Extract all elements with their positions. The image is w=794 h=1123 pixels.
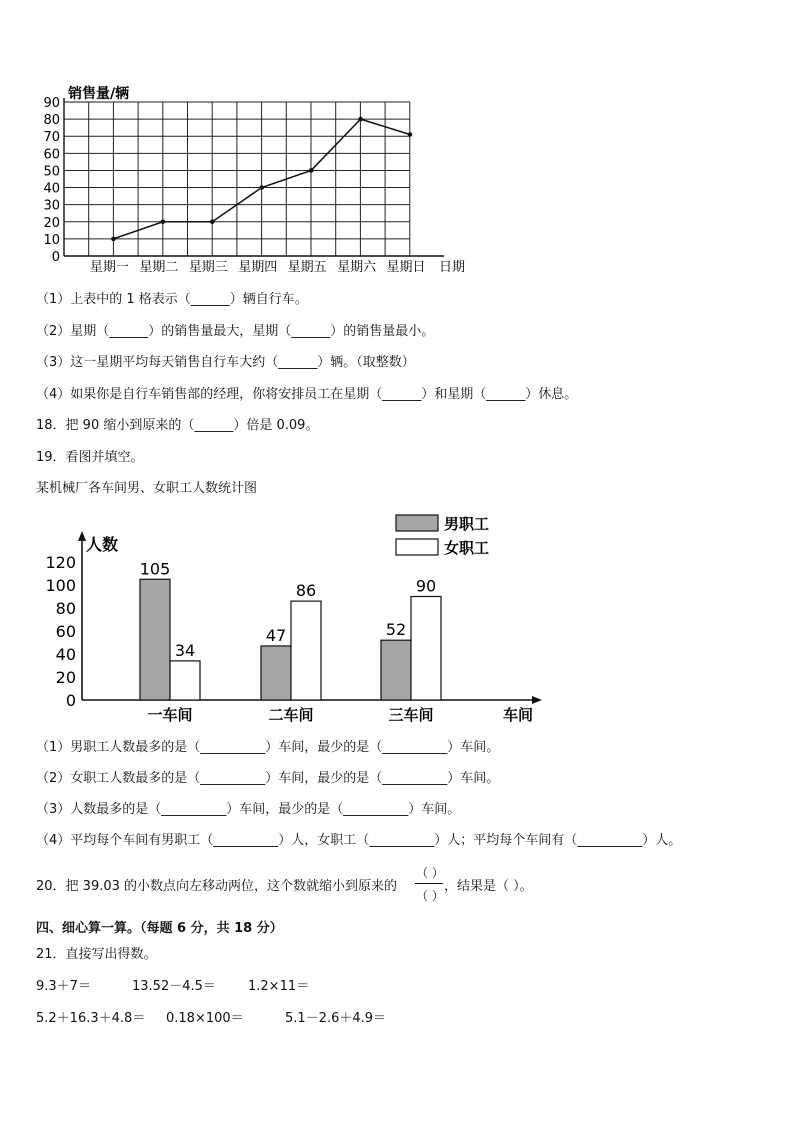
calc-2: 13.52－4.5＝ — [132, 979, 216, 994]
line-chart-x-tick-label: 星期日 — [386, 260, 426, 275]
bar-chart-y-tick-label: 0 — [65, 691, 76, 710]
line-chart-y-tick-label: 20 — [43, 215, 60, 231]
line-chart-y-ticks — [43, 96, 60, 265]
line-chart-y-tick-label: 80 — [43, 113, 60, 129]
bar-chart-y-ticks — [45, 553, 76, 710]
calc-6: 5.1－2.6＋4.9＝ — [285, 1011, 387, 1026]
q20-fraction-bar — [415, 883, 443, 884]
q20-fraction — [414, 862, 444, 906]
line-chart-y-tick-label: 60 — [43, 147, 60, 163]
line-chart-x-tick-label: 星期三 — [188, 260, 228, 275]
line-chart-point — [408, 132, 413, 137]
line-chart-point — [210, 219, 215, 224]
bar-chart-x-axis-arrow — [532, 696, 542, 704]
line-chart-y-tick-label: 50 — [43, 164, 60, 180]
q20-text-before: 20．把 39.03 的小数点向左移动两位，这个数就缩小到原来的 — [36, 879, 398, 894]
calc-3: 1.2×11＝ — [248, 979, 310, 994]
line-chart-x-tick-label: 星期五 — [287, 260, 327, 275]
bar-chart-y-label: 人数 — [86, 535, 119, 554]
line-chart-point — [161, 219, 166, 224]
bar-male-value-label: 47 — [265, 625, 287, 645]
bar-chart-x-tick-label: 二车间 — [268, 706, 314, 724]
calc-4: 5.2＋16.3＋4.8＝ — [36, 1011, 146, 1026]
line-chart-x-tick-label: 星期四 — [238, 260, 278, 275]
legend-swatch-male — [396, 515, 438, 531]
line-chart-y-tick-label: 10 — [43, 232, 60, 248]
bar-chart-y-tick-label: 100 — [45, 576, 76, 595]
question-21: 21．直接写出得数。 — [36, 947, 157, 962]
q17-item-3: （3）这一星期平均每天销售自行车大约（______）辆。（取整数） — [36, 355, 415, 370]
line-chart-x-tick-label: 星期六 — [337, 260, 377, 275]
line-chart-x-label: 日期 — [439, 260, 466, 275]
bar-female — [411, 597, 441, 701]
line-chart-y-tick-label: 30 — [43, 198, 60, 214]
q19-item-1: （1）男职工人数最多的是（__________）车间，最少的是（__________）车间。 — [36, 740, 500, 755]
bar-chart-y-tick-label: 40 — [55, 645, 76, 664]
line-chart-y-tick-label: 90 — [43, 96, 60, 111]
bar-male-value-label: 105 — [139, 559, 171, 579]
q19-item-4: （4）平均每个车间有男职工（__________）人，女职工（__________）人；平均每个车间有（__________）人。 — [36, 833, 682, 848]
line-chart-axes — [64, 98, 444, 256]
legend-label-female: 女职工 — [444, 539, 490, 557]
sales-line-chart — [36, 80, 486, 280]
bar-male — [261, 646, 291, 700]
line-chart-x-tick-label: 星期一 — [89, 260, 129, 275]
bar-male-value-label: 52 — [385, 620, 407, 640]
q17-item-4: （4）如果你是自行车销售部的经理，你将安排员工在星期（______）和星期（______）休息。 — [36, 387, 578, 402]
line-chart-x-ticks — [90, 260, 426, 275]
q19-item-2: （2）女职工人数最多的是（__________）车间，最少的是（__________）车间。 — [36, 771, 500, 786]
bar-chart-bars — [140, 559, 441, 700]
bar-chart-caption: 某机械厂各车间男、女职工人数统计图 — [36, 481, 258, 496]
legend-swatch-female — [396, 539, 438, 555]
bar-chart-y-axis-arrow — [78, 531, 86, 541]
bar-chart-x-tick-label: 三车间 — [388, 706, 434, 724]
q17-item-1: （1）上表中的 1 格表示（______）辆自行车。 — [36, 292, 308, 307]
workers-bar-chart — [36, 505, 556, 730]
line-chart-grid — [64, 102, 410, 256]
section-4-heading: 四、细心算一算。（每题 6 分，共 18 分） — [36, 921, 283, 936]
bar-female-value-label: 34 — [174, 640, 196, 660]
q17-item-2: （2）星期（______）的销售量最大，星期（______）的销售量最小。 — [36, 324, 435, 339]
line-chart-point — [309, 168, 314, 173]
bar-male — [381, 640, 411, 700]
line-chart-x-tick-label: 星期二 — [139, 260, 179, 275]
bar-chart-y-tick-label: 60 — [55, 622, 76, 641]
line-chart-point — [358, 117, 363, 122]
line-chart-y-tick-label: 0 — [51, 250, 60, 265]
line-chart-y-tick-label: 40 — [43, 181, 60, 197]
q19-item-3: （3）人数最多的是（__________）车间，最少的是（__________）车间。 — [36, 802, 461, 817]
q20-text-after: ，结果是（ ）。 — [444, 879, 533, 894]
question-18: 18．把 90 缩小到原来的（______）倍是 0.09。 — [36, 418, 319, 433]
bar-chart-x-label: 车间 — [503, 706, 534, 724]
bar-male — [140, 579, 170, 700]
bar-female — [170, 661, 200, 700]
calc-5: 0.18×100＝ — [166, 1011, 244, 1026]
question-19: 19．看图并填空。 — [36, 450, 144, 465]
q20-fraction-numerator: （ ） — [416, 866, 444, 880]
q20-fraction-denominator: （ ） — [416, 889, 444, 903]
bar-chart-y-tick-label: 80 — [55, 599, 76, 618]
bar-chart-x-tick-label: 一车间 — [147, 706, 193, 724]
bar-female-value-label: 86 — [295, 581, 317, 601]
line-chart-y-tick-label: 70 — [43, 130, 60, 146]
calc-1: 9.3＋7＝ — [36, 979, 91, 994]
bar-female — [291, 601, 321, 700]
bar-chart-x-ticks — [147, 706, 433, 724]
bar-chart-legend — [396, 515, 489, 557]
bar-female-value-label: 90 — [415, 576, 437, 596]
line-chart-y-label: 销售量/辆 — [68, 86, 130, 102]
bar-chart-y-tick-label: 120 — [45, 553, 76, 572]
line-chart-point — [111, 237, 116, 242]
legend-label-male: 男职工 — [444, 515, 490, 533]
line-chart-point — [259, 185, 264, 190]
bar-chart-y-tick-label: 20 — [55, 668, 76, 687]
